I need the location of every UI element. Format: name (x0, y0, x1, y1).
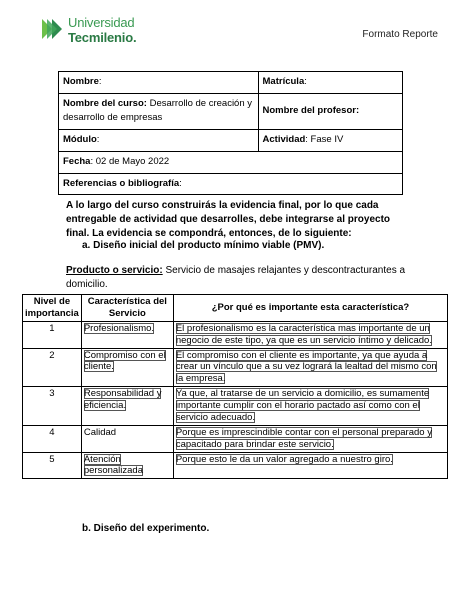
student-info-table (58, 71, 403, 195)
logo-text-universidad: Universidad (68, 15, 135, 30)
date-cell[interactable] (59, 151, 403, 173)
reason-cell[interactable] (173, 321, 447, 348)
course-cell[interactable] (59, 93, 259, 129)
info-row-date (59, 151, 403, 173)
date-label: Fecha (63, 155, 91, 167)
references-value: : (179, 177, 182, 189)
intro-paragraph: A lo largo del curso construirás la evidencia final, por lo que cada entregable de actividad que desarrolles, debe integrarse al proyecto final. La evidencia se compondrá, entonces, de lo siguiente: (66, 200, 391, 239)
info-row-name (59, 72, 403, 94)
table-row (23, 387, 448, 426)
references-cell[interactable] (59, 173, 403, 195)
name-label: Nombre (63, 76, 99, 87)
module-cell[interactable] (59, 130, 259, 152)
date-value: : 02 de Mayo 2022 (90, 155, 170, 167)
section-a-heading: a. Diseño inicial del producto mínimo viable (PMV). (82, 240, 325, 251)
university-logo (38, 14, 168, 50)
name-cell[interactable] (59, 72, 259, 94)
module-label: Módulo (63, 134, 97, 146)
reason-text: Ya que, al tratarse de un servicio a domicilio, es sumamente importante cumplir con el horario pactado así como con el servicio adecuado. (175, 388, 430, 423)
product-label: Producto o servicio: (66, 265, 163, 276)
feature-cell[interactable] (81, 348, 173, 387)
course-label: Nombre del curso: (63, 97, 147, 109)
table-row (23, 321, 448, 348)
module-value: : (96, 134, 100, 146)
feature-text: Atención personalizada (83, 453, 143, 477)
feature-cell[interactable] (81, 452, 173, 479)
reason-text: El profesionalismo es la característica mas importante de un negocio de este tipo, ya que es un servicio íntimo y delicado. (175, 322, 432, 346)
level-cell[interactable]: 5 (23, 452, 82, 479)
level-cell[interactable]: 3 (23, 387, 82, 426)
professor-label: Nombre del profesor: (262, 105, 360, 117)
info-row-module (59, 130, 403, 152)
activity-cell[interactable] (258, 130, 402, 152)
feature-text: Compromiso con el cliente. (83, 349, 166, 373)
header-importance: Nivel de importancia (23, 295, 82, 322)
level-cell[interactable]: 2 (23, 348, 82, 387)
section-b-heading: b. Diseño del experimento. (82, 523, 210, 534)
reason-cell[interactable] (173, 348, 447, 387)
feature-cell[interactable] (81, 387, 173, 426)
table-row (23, 348, 448, 387)
reason-text: El compromiso con el cliente es importante, ya que ayuda a crear un vínculo que a su vez logrará la lealtad del mismo con la empresa. (175, 349, 437, 385)
table-row (23, 452, 448, 479)
level-cell[interactable]: 1 (23, 321, 82, 348)
info-row-references (59, 173, 403, 195)
reason-text: Porque es imprescindible contar con el personal preparado y capacitado para brindar este servicio. (175, 426, 432, 450)
features-table (22, 294, 448, 479)
matricula-label: Matrícula (262, 76, 305, 87)
activity-label: Actividad (262, 134, 306, 146)
reason-text: Porque esto le da un valor agregado a nuestro giro. (175, 453, 393, 465)
professor-cell[interactable] (258, 93, 402, 129)
reason-cell[interactable] (173, 452, 447, 479)
feature-cell[interactable] (81, 321, 173, 348)
info-row-course (59, 93, 403, 129)
product-value: Servicio de masajes relajantes y descontracturantes a domicilio. (66, 265, 406, 290)
features-header-row (23, 295, 448, 322)
reason-cell[interactable] (173, 425, 447, 452)
header-reason: ¿Por qué es importante esta característica? (173, 295, 447, 322)
course-value: Desarrollo de creación y desarrollo de empresas (63, 97, 253, 124)
report-format-label: Formato Reporte (362, 29, 438, 40)
logo-text-tecmilenio: Tecmilenio. (68, 30, 137, 45)
tecmilenio-logo-icon (40, 17, 64, 43)
references-label: Referencias o bibliografía (63, 177, 180, 189)
feature-cell[interactable]: Calidad (81, 425, 173, 452)
matricula-value: : (304, 76, 307, 87)
matricula-cell[interactable] (258, 72, 402, 94)
page-header (38, 12, 438, 52)
product-description (66, 264, 411, 291)
header-feature: Característica del Servicio (81, 295, 173, 322)
feature-text: Profesionalismo. (83, 322, 155, 334)
activity-value: : Fase IV (305, 134, 344, 146)
table-row (23, 425, 448, 452)
name-value: : (98, 76, 102, 87)
feature-text: Responsabilidad y eficiencia. (83, 388, 162, 411)
reason-cell[interactable] (173, 387, 447, 426)
level-cell[interactable]: 4 (23, 425, 82, 452)
